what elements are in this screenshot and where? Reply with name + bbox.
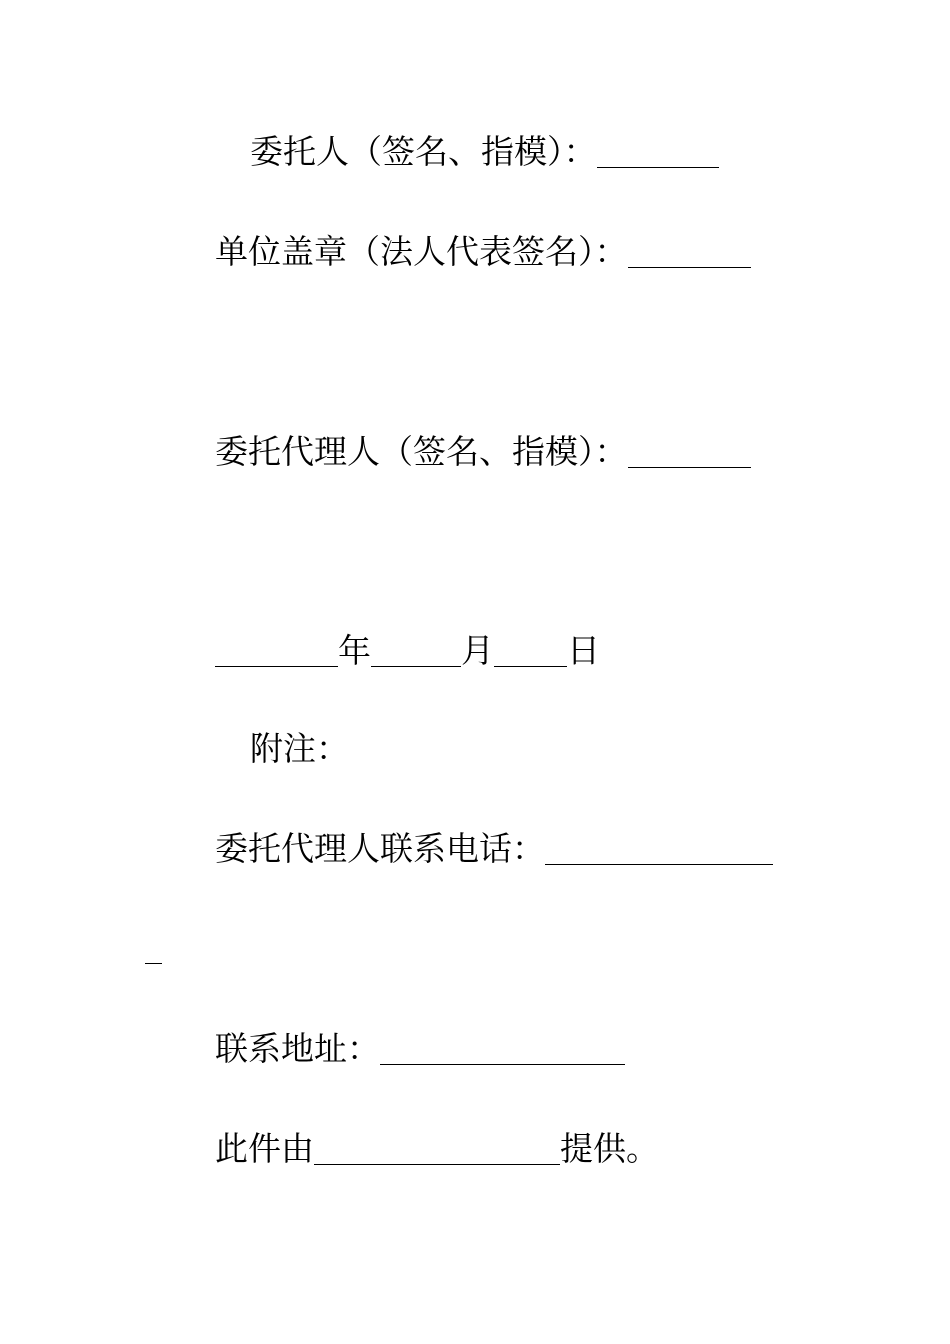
company-seal-blank[interactable] [628,237,751,268]
year-label: 年 [338,631,371,670]
month-label: 月 [461,631,494,670]
date-line [215,631,600,671]
principal-signature-line [250,132,719,172]
principal-label: 委托人（签名、指模）： [250,132,597,171]
note-line [250,729,349,769]
provided-by-prefix: 此件由 [215,1129,314,1168]
provided-by-line [215,1129,659,1169]
day-blank[interactable] [494,636,567,667]
principal-signature-blank[interactable] [597,137,719,168]
agent-signature-label: 委托代理人（签名、指模）： [215,432,628,471]
company-seal-label: 单位盖章（法人代表签名）： [215,232,628,271]
agent-signature-line [215,432,751,472]
address-label: 联系地址： [215,1029,380,1068]
agent-phone-label: 委托代理人联系电话： [215,829,545,868]
provided-by-suffix: 提供。 [560,1129,659,1168]
agent-phone-line [215,829,773,869]
overflow-underline-mark [145,963,162,964]
agent-phone-blank[interactable] [545,834,773,865]
company-seal-line [215,232,751,272]
day-label: 日 [567,631,600,670]
year-blank[interactable] [215,636,338,667]
address-line [215,1029,625,1069]
provided-by-blank[interactable] [314,1134,560,1165]
address-blank[interactable] [380,1034,625,1065]
agent-signature-blank[interactable] [628,437,751,468]
month-blank[interactable] [371,636,461,667]
note-label: 附注： [250,729,349,768]
